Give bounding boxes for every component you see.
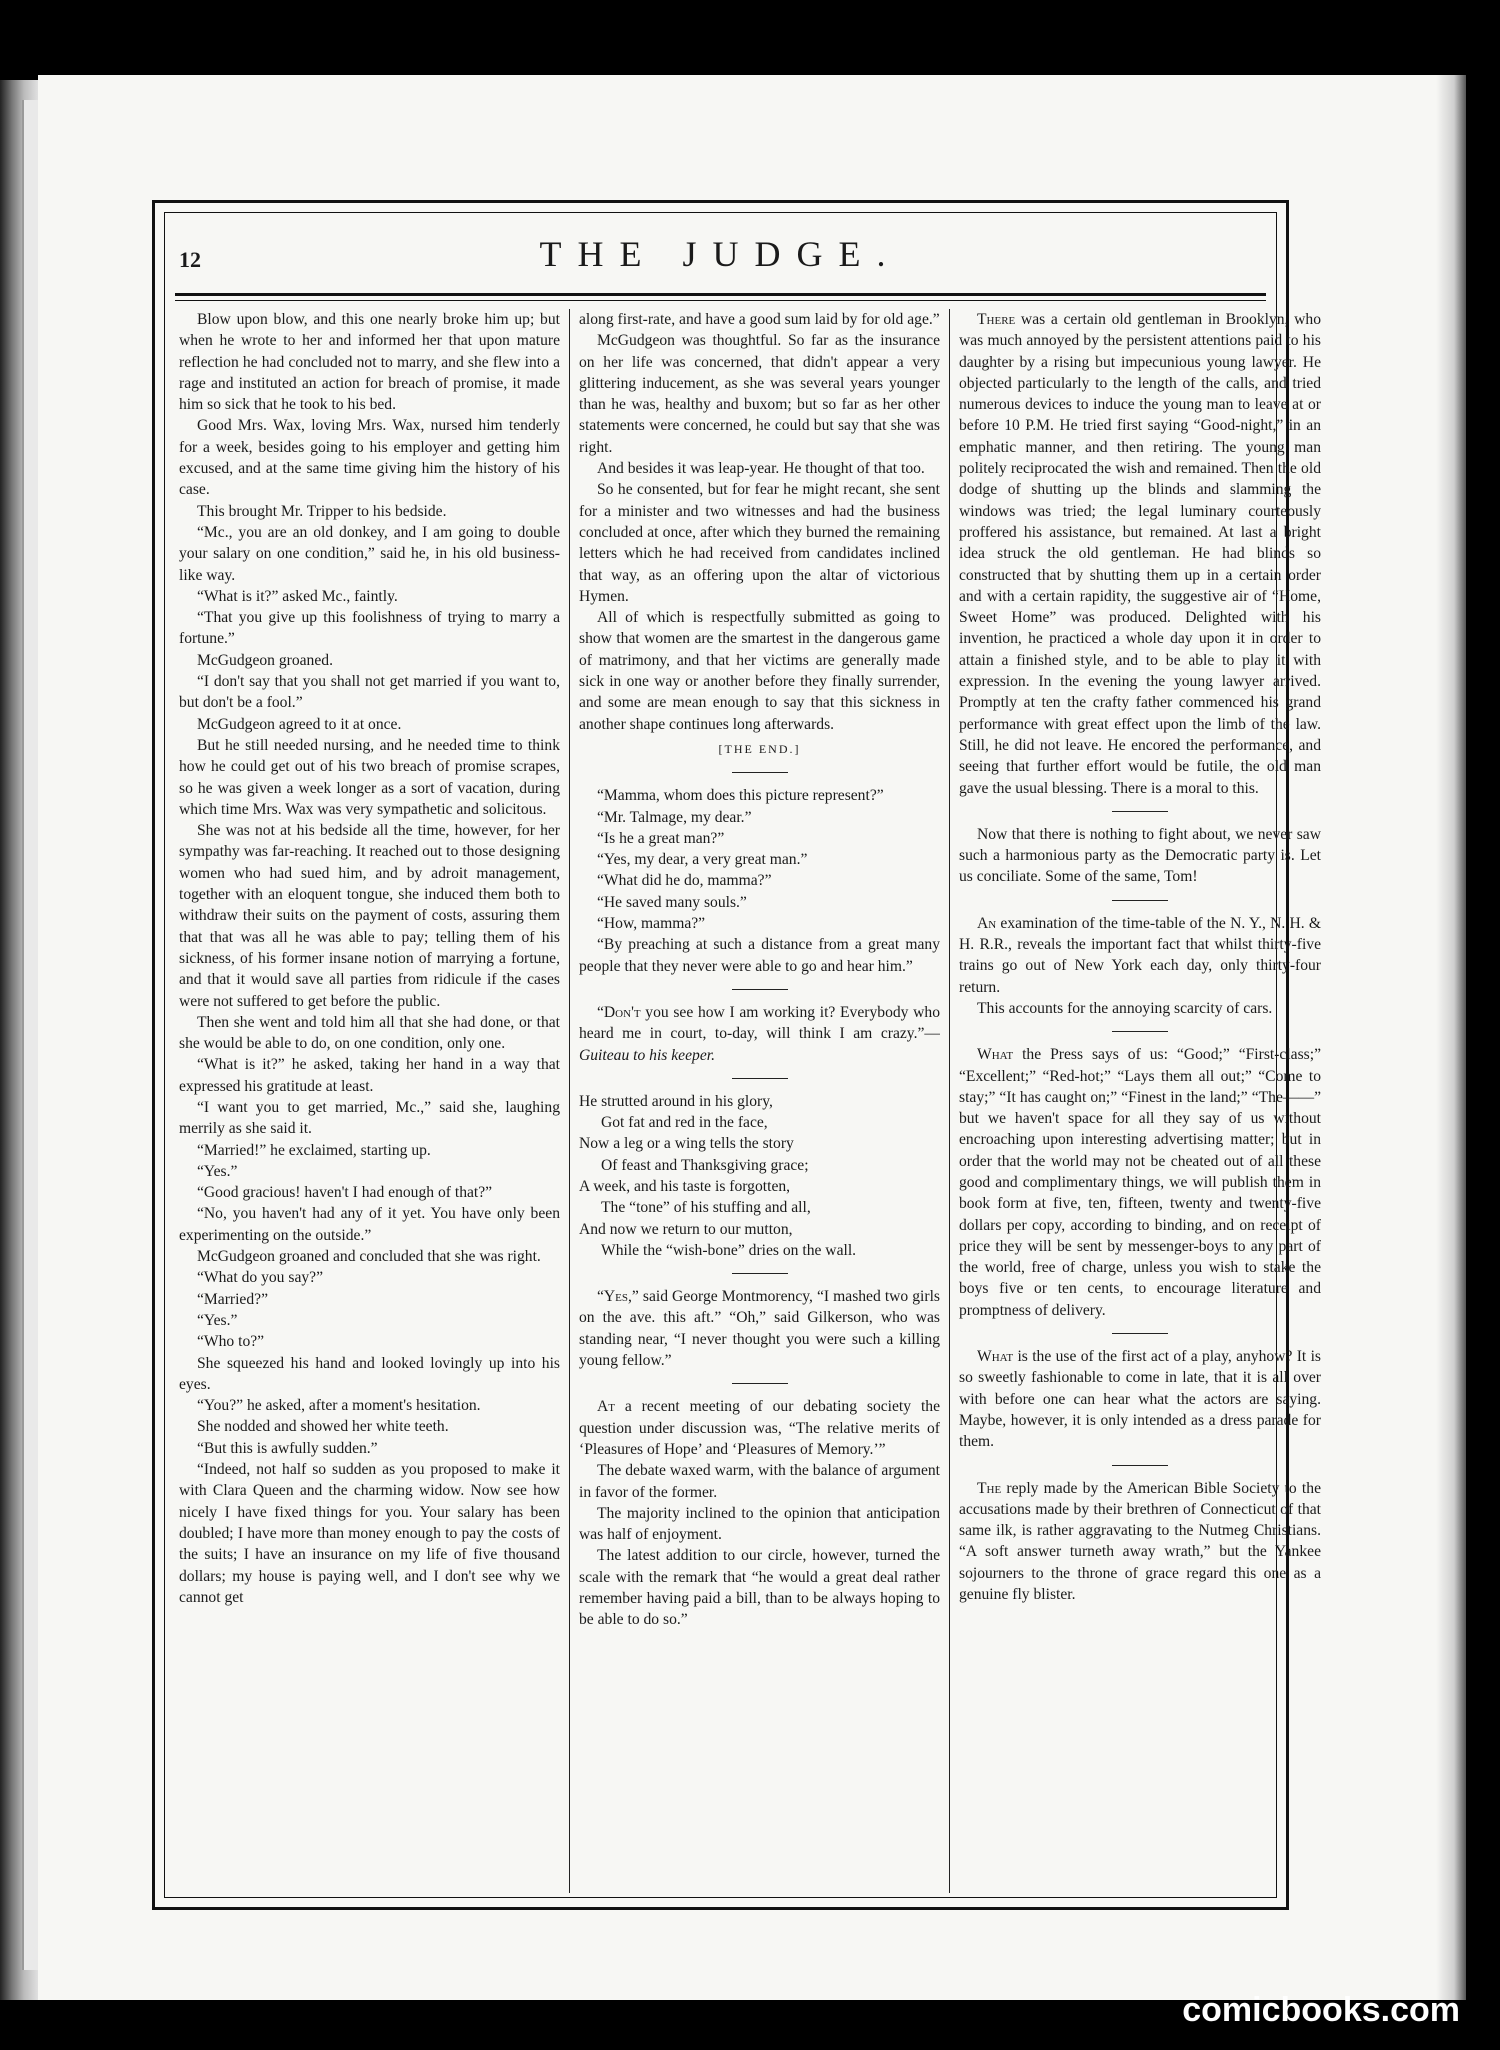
paragraph: “Married?” [197, 1290, 268, 1308]
play-item [959, 1346, 1321, 1452]
lead-word: “Don't [597, 1003, 641, 1021]
poem-line: He strutted around in his glory, [579, 1092, 773, 1110]
paragraph: “Yes.” [197, 1162, 238, 1180]
paragraph: She squeezed his hand and looked lovingly up into his eyes. [179, 1354, 560, 1393]
paragraph: This accounts for the annoying scarcity of cars. [977, 999, 1273, 1017]
paragraph: “No, you haven't had any of it yet. You have only been experimenting on the outside.” [179, 1205, 560, 1244]
lead-word: What [977, 1348, 1014, 1366]
masthead-title: THE JUDGE. [539, 234, 902, 274]
section-divider [1112, 1031, 1168, 1032]
section-divider [1112, 811, 1168, 812]
column-2 [579, 309, 940, 1893]
column-divider-1 [569, 309, 570, 1893]
facing-page-edge [1466, 75, 1500, 2000]
section-divider [732, 1273, 788, 1274]
section-divider [1112, 1333, 1168, 1334]
item-text: examination of the time-table of the N. Y., N. H. & H. R.R., reveals the important fact that whilst thirty-five trains go out of New York each day, only thirty-four return. [959, 914, 1321, 996]
paragraph: This brought Mr. Tripper to his bedside. [197, 502, 447, 520]
guiteau-item [579, 1002, 940, 1066]
poem-line: The “tone” of his stuffing and all, [601, 1199, 811, 1217]
paragraph: All of which is respectfully submitted as going to show that women are the smartest in the dangerous game of matrimony, and that her victims are generally made sick in one way or another before they finally surrender, and some are mean enough to say that this sickness in another shape continues long afterwards. [579, 609, 940, 733]
paragraph: “I want you to get married, Mc.,” said she, laughing merrily as she said it. [179, 1098, 560, 1138]
column-divider-2 [949, 309, 950, 1893]
paragraph: Good Mrs. Wax, loving Mrs. Wax, nursed him tenderly for a week, besides going to his employer and getting him excused, and at the same time giving him the history of his case. [179, 417, 560, 499]
lead-word: An [977, 914, 997, 932]
item-text: reply made by the American Bible Society to the accusations made by their brethren of Connecticut of that same ilk, is rather aggravating to the Nutmeg Christians. “A soft answer turneth away wrath,” but the Yankee sojourners to the throne of grace regard this one as a genuine fly blister. [959, 1479, 1321, 1604]
poem-line: And now we return to our mutton, [579, 1220, 793, 1238]
paragraph: “Yes.” [197, 1311, 238, 1329]
lead-word: What [977, 1046, 1014, 1064]
montmorency-item [579, 1286, 940, 1371]
paragraph: Then she went and told him all that she had done, or that she would be able to do, on one condition, only one. [179, 1013, 560, 1053]
paragraph: She was not at his bedside all the time, however, for her sympathy was far-reaching. It reached out to those designing women who had sued him, and by adroit management, together with an eloquent tongue, she induced them both to withdraw their suits on the payment of costs, assuring them that that was all he was able to pay; telling them of his sickness, of his former insane notion of marrying a fortune, and that it would save all parties from ridicule if the cases were not suffered to get before the public. [179, 822, 560, 1010]
header-rule-thick [175, 293, 1266, 296]
lead-word: “Yes,” [597, 1288, 639, 1306]
paragraph: “Yes, my dear, a very great man.” [597, 851, 808, 869]
lead-word: There [977, 311, 1016, 328]
paragraph: “You?” he asked, after a moment's hesitation. [197, 1397, 481, 1415]
paragraph: “What is it?” he asked, taking her hand in a way that expressed his gratitude at least. [179, 1056, 560, 1095]
paragraph: And besides it was leap-year. He thought of that too. [597, 460, 925, 478]
column-3 [959, 309, 1321, 1893]
item-text: is the use of the first act of a play, anyhow? It is so sweetly fashionable to come in late, that it is all over with before one can hear what the actors are saying. Maybe, however, it is only intended as a dress parade for them. [959, 1348, 1321, 1451]
header-rule-thin [175, 300, 1266, 301]
lead-word: The [977, 1479, 1002, 1497]
paragraph: “How, mamma?” [597, 915, 706, 933]
paragraph: She nodded and showed her white teeth. [197, 1418, 449, 1436]
page-gutter-shadow [1436, 75, 1466, 2000]
brooklyn-item [959, 309, 1321, 799]
page-number: 12 [179, 247, 201, 272]
poem-line: A week, and his taste is forgotten, [579, 1177, 791, 1195]
poem-line: Now a leg or a wing tells the story [579, 1135, 794, 1153]
paragraph: “What is it?” asked Mc., faintly. [197, 587, 398, 605]
paragraph: “I don't say that you shall not get married if you want to, but don't be a fool.” [179, 673, 560, 712]
section-divider [732, 1383, 788, 1384]
poem-line: While the “wish-bone” dries on the wall. [601, 1241, 857, 1259]
item-text: a recent meeting of our debating society the question under discussion was, “The relative merits of ‘Pleasures of Hope’ and ‘Pleasures of Memory.’” [579, 1398, 940, 1458]
poem [579, 1091, 940, 1261]
poem-line: Got fat and red in the face, [601, 1114, 768, 1132]
paragraph: The majority inclined to the opinion that anticipation was half of enjoyment. [579, 1504, 940, 1544]
attribution: Guiteau to his keeper. [579, 1046, 715, 1064]
section-divider [732, 772, 788, 773]
lead-word: At [597, 1398, 615, 1416]
item-text: the Press says of us: “Good;” “First-class;” “Excellent;” “Red-hot;” “Lays them all out;” “Come to stay;” “It has caught on;” “Finest in the land;” “The——” but we haven't space for all they say of us without encroaching upon interesting advertising matter; but in order that the world may not be cheated out of all these good and complimentary things, we will publish them in book form at five, ten, fifteen, twenty and twenty-five dollars per copy, according to binding, and on receipt of price they will be sent by messenger-boys to any part of the world, free of charge, unless you wish to stake the boys five or ten cents, to encourage literature and promptness of delivery. [959, 1046, 1321, 1319]
paragraph: “He saved many souls.” [597, 893, 747, 911]
paragraph: “Married!” he exclaimed, starting up. [197, 1141, 431, 1159]
paragraph: “What do you say?” [197, 1269, 323, 1287]
paragraph: “By preaching at such a distance from a great many people that they never were able to go and hear him.” [579, 936, 940, 975]
section-divider [1112, 1465, 1168, 1466]
paragraph: “That you give up this foolishness of trying to marry a fortune.” [179, 609, 560, 648]
paragraph: “Who to?” [197, 1333, 265, 1351]
democratic-item: Now that there is nothing to fight about, we never saw such a harmonious party as the Democratic party is. Let us conciliate. Some of the same, Tom! [959, 825, 1321, 886]
paragraph: “Good gracious! haven't I had enough of that?” [197, 1184, 493, 1202]
paragraph: McGudgeon agreed to it at once. [197, 715, 402, 733]
item-text: said George Montmorency, “I mashed two girls on the ave. this aft.” “Oh,” said Gilkerson, who was standing near, “I never thought you were such a killing young fellow.” [579, 1288, 940, 1370]
column-1 [179, 309, 560, 1893]
paragraph: “What did he do, mamma?” [597, 872, 772, 890]
paragraph: “But this is awfully sudden.” [197, 1439, 378, 1457]
item-text: was a certain old gentleman in Brooklyn, who was much annoyed by the persistent attentions paid to his daughter by a rising but impecunious young lawyer. He objected particularly to the length of the calls, and tried numerous devices to induce the young man to leave at or before 10 P.M. He tried first saying “Good-night,” in an emphatic manner, and then retiring. The young man politely reciprocated the wish and remained. Then the old dodge of shutting up the blinds and slamming the windows was tried; the legal luminary courteously proffered his assistance, but remained. At last a bright idea struck the old gentleman. He had blinds so constructed that by shutting them up in a certain order and with a certain rapidity, the suggestive air of “Home, Sweet Home” was produced. Delighted with his invention, he practiced a whole day upon it in order to attain a finished style, and to be able to play it with expression. In the evening the young lawyer arrived. Promptly at ten the crafty father commenced his grand performance with great effect upon the limb of the law. Still, he did not leave. He encored the performance, and seeing that further effort would be futile, the old man gave the usual blessing. There is a moral to this. [959, 311, 1321, 797]
bible-item [959, 1478, 1321, 1606]
paragraph: The debate waxed warm, with the balance of argument in favor of the former. [579, 1462, 940, 1501]
paragraph: So he consented, but for fear he might recant, she sent for a minister and two witnesses and had the business concluded at once, after which they burned the remaining letters which he had received from candidates inclined that way, as an offering upon the altar of victorious Hymen. [579, 481, 940, 605]
railroad-item [959, 913, 1321, 998]
debate-item [579, 1396, 940, 1460]
paragraph: McGudgeon groaned. [197, 651, 333, 669]
press-item [959, 1044, 1321, 1321]
paragraph: “Mr. Talmage, my dear.” [597, 808, 752, 826]
paragraph: McGudgeon groaned and concluded that she was right. [197, 1248, 541, 1266]
paragraph: “Is he a great man?” [597, 829, 725, 847]
the-end-label: [THE END.] [718, 741, 801, 756]
paragraph: “Indeed, not half so sudden as you proposed to make it with Clara Queen and the charming widow. Now see how nicely I have fixed things for you. Your salary has been doubled; I have more than money enough to pay the costs of the suits; I have an insurance on my life of five thousand dollars; my house is paying well, and I don't see why we cannot get [179, 1461, 560, 1606]
poem-line: Of feast and Thanksgiving grace; [601, 1156, 809, 1174]
paragraph: But he still needed nursing, and he needed time to think how he could get out of his two breach of promise scrapes, so he was given a week longer as a sort of vacation, during which time Mrs. Wax was very sympathetic and solicitous. [179, 736, 560, 818]
section-divider [1112, 900, 1168, 901]
paragraph: along first-rate, and have a good sum laid by for old age.” [579, 311, 940, 328]
paragraph: McGudgeon was thoughtful. So far as the insurance on her life was concerned, that didn't appear a very glittering inducement, as she was several years younger than he was, healthy and buxom; but so far as her other statements were concerned, he could but say that she was right. [579, 332, 940, 456]
section-divider [732, 1078, 788, 1079]
section-divider [732, 989, 788, 990]
paragraph: Blow upon blow, and this one nearly broke him up; but when he wrote to her and informed her that upon mature reflection he had concluded not to marry, and she flew into a rage and instituted an action for breach of promise, it made him so sick that he took to his bed. [179, 311, 560, 414]
site-watermark: comicbooks.com [1182, 1991, 1460, 2029]
paragraph: The latest addition to our circle, however, turned the scale with the remark that “he would a great deal rather remember having paid a bill, than to be always hoping to be able to do so.” [579, 1547, 940, 1629]
item-text: you see how I am working it? Everybody who heard me in court, to-day, will think I am crazy.”— [579, 1003, 940, 1043]
paragraph: “Mamma, whom does this picture represent?” [597, 787, 884, 805]
page-frame [152, 200, 1321, 1910]
paragraph: “Mc., you are an old donkey, and I am going to double your salary on one condition,” said he, in his old business-like way. [179, 523, 560, 584]
